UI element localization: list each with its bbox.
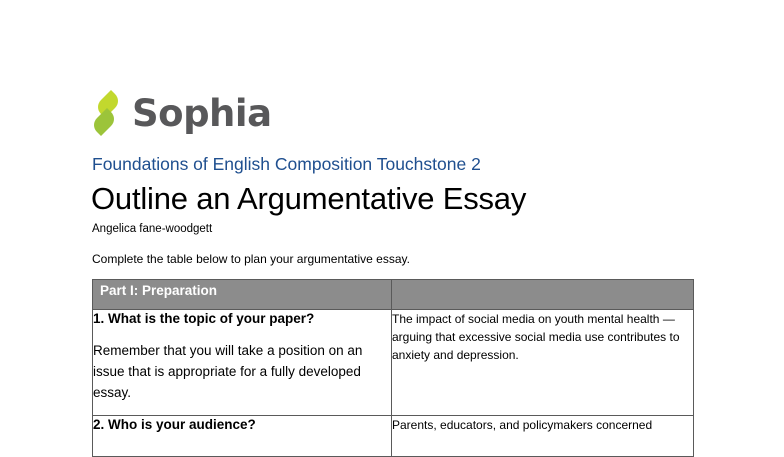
answer-cell[interactable]: [392, 416, 694, 457]
instructions-text: Complete the table below to plan your argumentative essay.: [92, 252, 410, 266]
answer-cell[interactable]: [392, 310, 694, 416]
table-row: [93, 416, 694, 457]
question-cell: [93, 416, 392, 457]
sophia-logo-text: Sophia: [132, 91, 272, 135]
outline-table: [92, 279, 694, 457]
page-title: Outline an Argumentative Essay: [91, 181, 527, 216]
course-name: Foundations of English Composition Touchstone 2: [92, 154, 481, 174]
author-name: Angelica fane-woodgett: [92, 223, 213, 235]
header-cell-left: [93, 280, 392, 310]
question-text: 2. Who is your audience?: [93, 417, 256, 432]
question-cell: [93, 310, 392, 416]
sophia-logo: [90, 88, 272, 138]
table-header-row: [93, 280, 694, 310]
part-heading: Part I: Preparation: [100, 283, 218, 298]
header-right-text: [392, 280, 693, 283]
question-note: Remember that you will take a position on an issue that is appropriate for a fully developed essay.: [93, 343, 363, 400]
question-text: 1. What is the topic of your paper?: [93, 311, 315, 326]
answer-text[interactable]: The impact of social media on youth mental health — arguing that excessive social media use contributes to anxiety and depression.: [392, 312, 680, 362]
answer-text[interactable]: Parents, educators, and policymakers concerned: [392, 418, 653, 432]
header-cell-right: [392, 280, 694, 310]
sophia-logo-mark-icon: [90, 89, 122, 137]
table-row: [93, 310, 694, 416]
